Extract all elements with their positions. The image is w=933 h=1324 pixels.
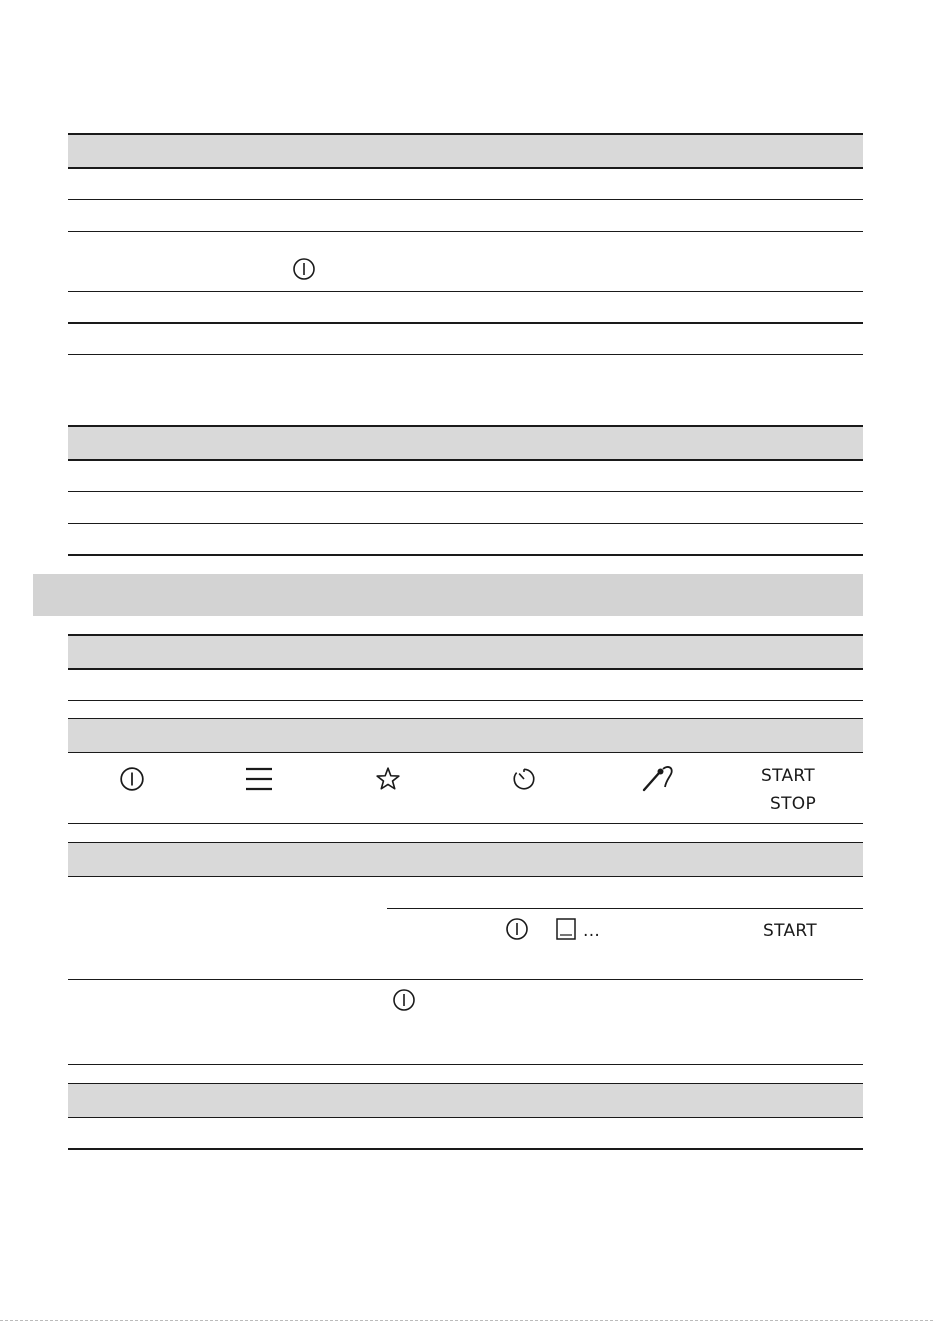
table3-subheader-band <box>68 719 863 753</box>
menu-icon <box>245 767 273 791</box>
table2-bottom-rule <box>68 554 863 556</box>
power-icon <box>119 766 145 792</box>
table1-bottom-rule <box>68 354 863 355</box>
table1-top-rule <box>68 133 863 135</box>
table3-top-rule <box>68 634 863 636</box>
star-icon <box>375 766 401 792</box>
table3-header-band <box>68 635 863 669</box>
table3-header-rule <box>68 668 863 670</box>
table3-subheader2-rule <box>68 876 863 877</box>
table3-subheader-top-rule <box>68 718 863 719</box>
table3-partial-rule <box>387 908 863 909</box>
section-heading-band <box>33 574 863 616</box>
table3-row-rule <box>68 700 863 701</box>
table3-subheader3-rule <box>68 1117 863 1118</box>
ellipsis-text: ... <box>583 921 601 941</box>
table1-row-rule <box>68 322 863 324</box>
table1-row-rule <box>68 231 863 232</box>
power-icon <box>292 257 316 281</box>
power-icon <box>505 917 529 941</box>
table3-bottom-rule <box>68 1148 863 1150</box>
oven-icon <box>555 917 577 941</box>
table1-row-rule <box>68 291 863 292</box>
table2-header-band <box>68 426 863 460</box>
table3-subheader3-top-rule <box>68 1083 863 1084</box>
table3-subheader-rule <box>68 752 863 753</box>
start-label: START <box>761 766 815 786</box>
table3-subheader2-top-rule <box>68 842 863 843</box>
table2-top-rule <box>68 425 863 427</box>
table2-row-rule <box>68 491 863 492</box>
table2-row-rule <box>68 523 863 524</box>
table1-header-rule <box>68 167 863 169</box>
stop-label: STOP <box>770 794 817 814</box>
table1-header-band <box>68 134 863 168</box>
timer-icon <box>511 766 537 792</box>
page-bottom-crop-line <box>0 1320 933 1321</box>
table3-row-rule <box>68 979 863 980</box>
power-icon <box>392 988 416 1012</box>
table3-row-rule <box>68 823 863 824</box>
start-label: START <box>763 921 817 941</box>
table3-subheader2-band <box>68 843 863 877</box>
table3-subheader3-band <box>68 1084 863 1118</box>
table2-header-rule <box>68 459 863 461</box>
table3-row-rule <box>68 1064 863 1065</box>
meat-probe-icon <box>641 764 677 792</box>
table1-row-rule <box>68 199 863 200</box>
